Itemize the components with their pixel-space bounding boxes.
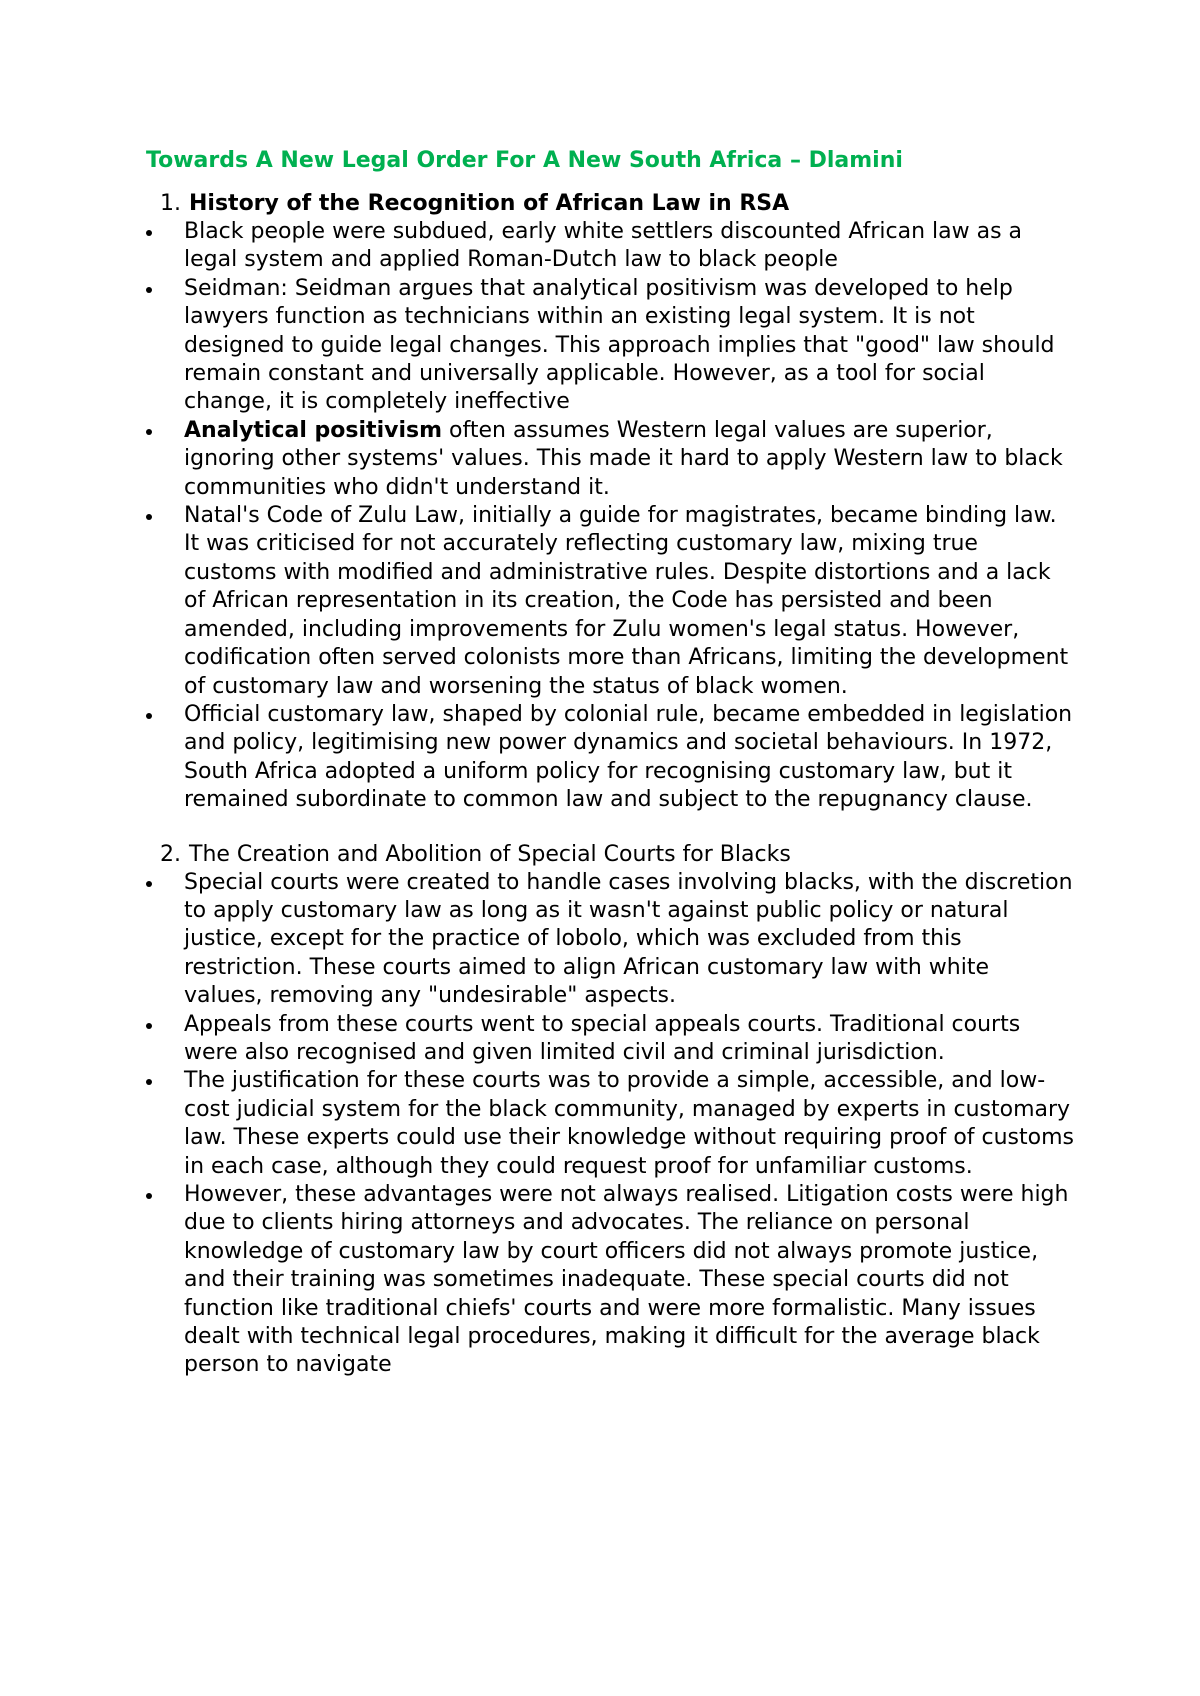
document-title: Towards A New Legal Order For A New South Africa – Dlamini: [146, 148, 903, 173]
section-heading: [146, 841, 1200, 869]
bullet-icon: [146, 514, 152, 520]
list-item-text: The justification for these courts was to provide a simple, accessible, and low-cost judicial system for the black community, managed by experts in customary law. These experts could use their knowledge without requiring proof of customs in each case, although they could request proof for unfamiliar customs.: [184, 1068, 1074, 1179]
list-item-text: Appeals from these courts went to special appeals courts. Traditional courts were also recognised and given limited civil and criminal jurisdiction.: [184, 1011, 1021, 1065]
bullet-icon: [146, 429, 152, 435]
bullet-icon: [146, 1193, 152, 1199]
section-heading-text: History of the Recognition of African Law in RSA: [189, 191, 790, 216]
list-item-text: Black people were subdued, early white settlers discounted African law as a legal system and applied Roman-Dutch law to black people: [184, 219, 1023, 273]
list-item: [146, 417, 1074, 502]
bullet-list: [146, 869, 1200, 1380]
list-item: [146, 218, 1074, 275]
list-item-text: However, these advantages were not always realised. Litigation costs were high due to clients hiring attorneys and advocates. The reliance on personal knowledge of customary law by court officers did not always promote justice, and their training was sometimes inadequate. These special courts did not function like traditional chiefs' courts and were more formalistic. Many issues dealt with technical legal procedures, making it difficult for the average black person to navigate: [184, 1182, 1069, 1378]
section-number: 1.: [160, 191, 181, 216]
bullet-icon: [146, 230, 152, 236]
section-history: [146, 190, 1200, 815]
list-item-text: Seidman: Seidman argues that analytical positivism was developed to help lawyers function as technicians within an existing legal system. It is not designed to guide legal changes. This approach implies that "good" law should remain constant and universally applicable. However, as a tool for social change, it is completely ineffective: [184, 275, 1055, 415]
bullet-icon: [146, 713, 152, 719]
list-item: [146, 502, 1074, 701]
section-special-courts: [146, 841, 1200, 1380]
bullet-list: [146, 218, 1200, 815]
list-item-text: often assumes Western legal values are superior, ignoring other systems' values. This made it hard to apply Western law to black communities who didn't understand it.: [184, 417, 1063, 500]
bullet-icon: [146, 1079, 152, 1085]
bullet-icon: [146, 287, 152, 293]
section-heading: [146, 190, 1200, 218]
list-item: [146, 869, 1074, 1011]
bullet-icon: [146, 881, 152, 887]
list-item-text: Natal's Code of Zulu Law, initially a guide for magistrates, became binding law. It was criticised for not accurately reflecting customary law, mixing true customs with modified and administrative rules. Despite distortions and a lack of African representation in its creation, the Code has persisted and been amended, including improvements for Zulu women's legal status. However, codification often served colonists more than Africans, limiting the development of customary law and worsening the status of black women.: [184, 503, 1069, 699]
bullet-icon: [146, 1023, 152, 1029]
list-item: [146, 1067, 1074, 1181]
list-item: [146, 275, 1074, 417]
list-item-text: Official customary law, shaped by colonial rule, became embedded in legislation and policy, legitimising new power dynamics and societal behaviours. In 1972, South Africa adopted a uniform policy for recognising customary law, but it remained subordinate to common law and subject to the repugnancy clause.: [184, 701, 1073, 813]
list-item-text: Special courts were created to handle cases involving blacks, with the discretion to apply customary law as long as it wasn't against public policy or natural justice, except for the practice of lobolo, which was excluded from this restriction. These courts aimed to align African customary law with white values, removing any "undesirable" aspects.: [184, 869, 1073, 1009]
list-item: [146, 1181, 1074, 1380]
list-item: [146, 701, 1074, 815]
section-heading-text: The Creation and Abolition of Special Courts for Blacks: [189, 841, 791, 867]
list-item-lead: Analytical positivism: [184, 417, 443, 443]
section-number: 2.: [160, 841, 181, 867]
list-item: [146, 1011, 1074, 1068]
